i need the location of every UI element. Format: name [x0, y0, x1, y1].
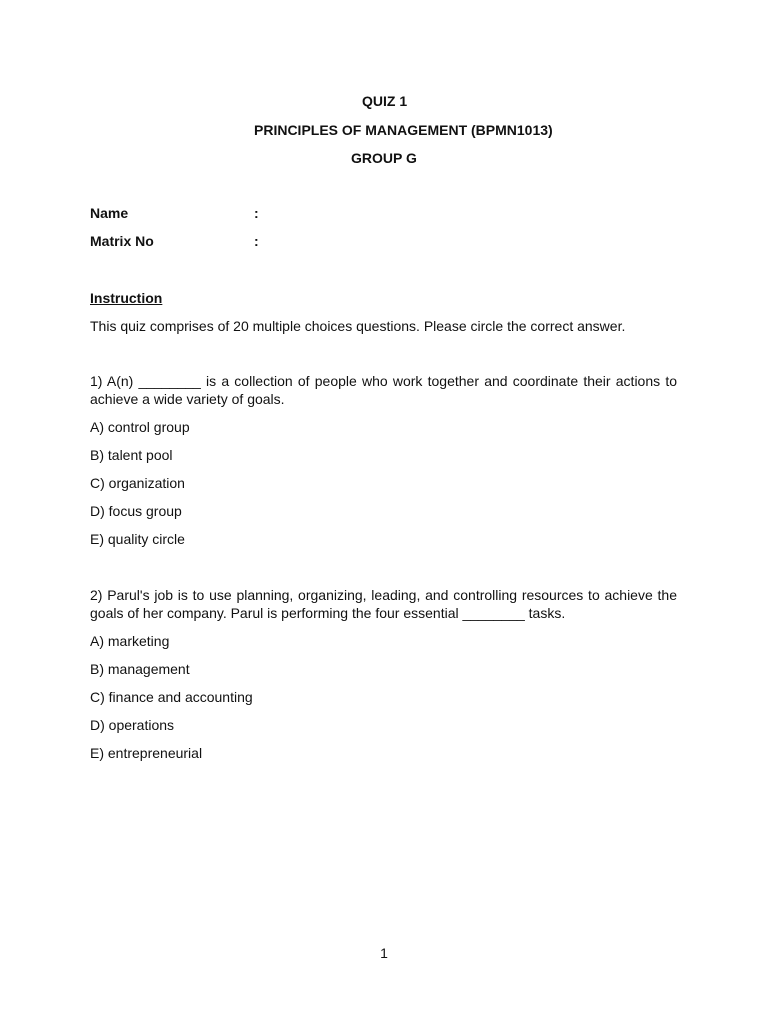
question-2-option-c: C) finance and accounting [90, 689, 253, 705]
name-colon: : [254, 205, 259, 221]
group-title: GROUP G [351, 150, 417, 166]
question-2-option-b: B) management [90, 661, 190, 677]
instruction-text: This quiz comprises of 20 multiple choices questions. Please circle the correct answer. [90, 318, 626, 334]
question-1-text: 1) A(n) ________ is a collection of people who work together and coordinate their actions to achieve a wide variety of goals. [90, 373, 677, 407]
question-1-option-c: C) organization [90, 475, 185, 491]
matrix-colon: : [254, 233, 259, 249]
instruction-heading: Instruction [90, 290, 163, 306]
matrix-label: Matrix No [90, 233, 154, 249]
question-1-option-a: A) control group [90, 419, 190, 435]
course-title: PRINCIPLES OF MANAGEMENT (BPMN1013) [254, 122, 553, 138]
question-2-option-e: E) entrepreneurial [90, 745, 203, 761]
question-2-option-a: A) marketing [90, 633, 170, 649]
question-2-option-d: D) operations [90, 717, 175, 733]
question-2-text: 2) Parul's job is to use planning, organizing, leading, and controlling resources to achieve the goals of her company. Parul is performing the four essential ________ tasks. [90, 587, 677, 621]
question-1-option-d: D) focus group [90, 503, 182, 519]
name-label: Name [90, 205, 129, 221]
question-1-option-b: B) talent pool [90, 447, 173, 463]
page-number: 1 [380, 945, 388, 961]
quiz-title: QUIZ 1 [362, 93, 408, 109]
question-1-option-e: E) quality circle [90, 531, 185, 547]
